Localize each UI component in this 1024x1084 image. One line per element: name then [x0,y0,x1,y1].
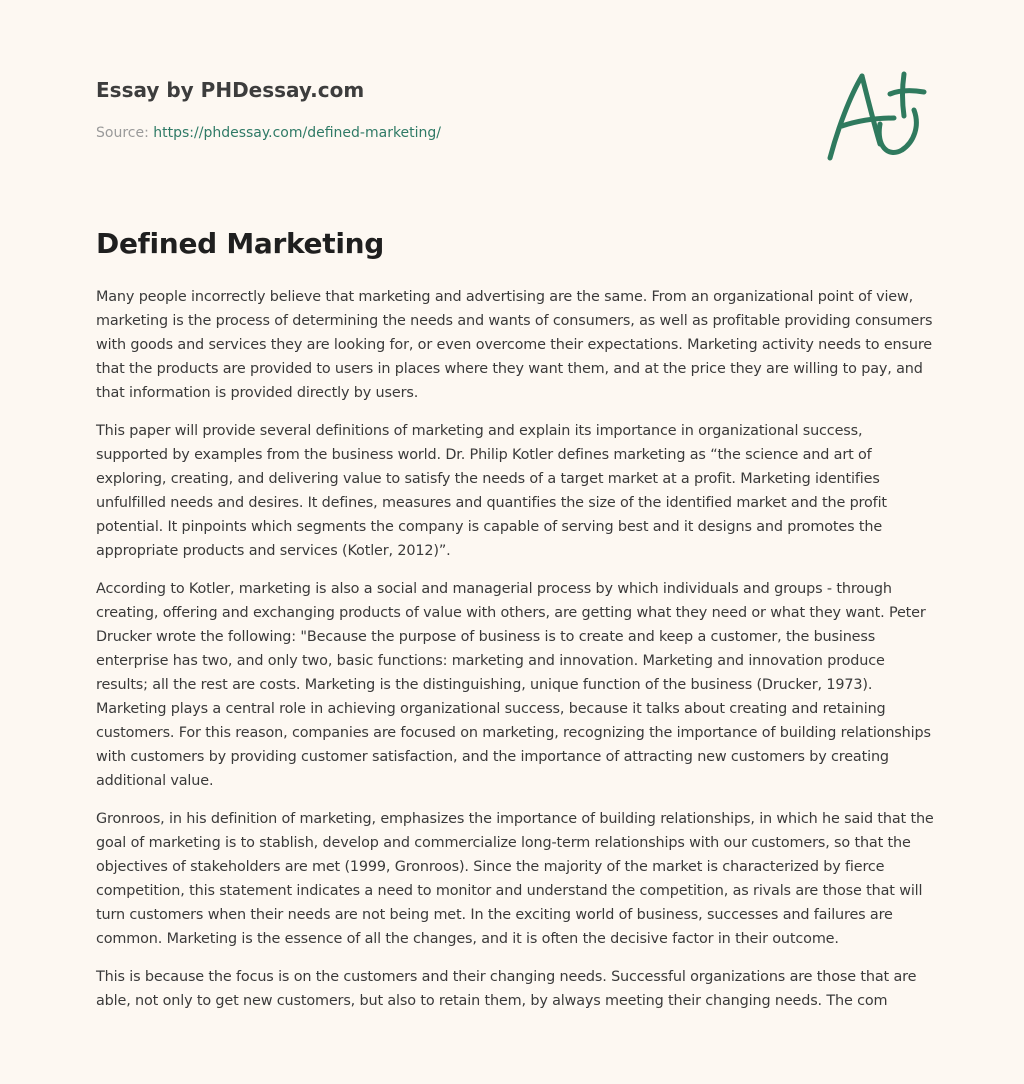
source-link[interactable]: https://phdessay.com/defined-marketing/ [153,125,442,141]
essay-paragraph: This is because the focus is on the customers and their changing needs. Successful organizations are those that are able, not only to get new customers, but also to retain them, by always meeting their changing needs. The com [96,969,917,1009]
source-label: Source: [96,125,149,141]
essay-body [96,285,936,1027]
essay-paragraph: According to Kotler, marketing is also a social and managerial process by which individuals and groups - through creating, offering and exchanging products of value with others, are getting what they need or what they want. Peter Drucker wrote the following: "Because the purpose of business is to create and keep a customer, the business enterprise has two, and only two, basic functions: marketing and innovation. Marketing and innovation produce results; all the rest are costs. Marketing is the distinguishing, unique function of the business (Drucker, 1973). Marketing plays a central role in achieving organizational success, because it talks about creating and retaining customers. For this reason, companies are focused on marketing, recognizing the importance of building relationships with customers by providing customer satisfaction, and the importance of attracting new customers by creating additional value. [96,581,931,789]
page-header [96,76,796,142]
a-plus-grade-icon [822,66,932,166]
site-brand: Essay by PHDessay.com [96,78,365,102]
essay-paragraph: This paper will provide several definitions of marketing and explain its importance in organizational success, supported by examples from the business world. Dr. Philip Kotler defines marketing as “the science and art of exploring, creating, and delivering value to satisfy the needs of a target market at a profit. Marketing identifies unfulfilled needs and desires. It defines, measures and quantifies the size of the identified market and the profit potential. It pinpoints which segments the company is capable of serving best and it designs and promotes the appropriate products and services (Kotler, 2012)”. [96,423,887,559]
essay-title: Defined Marketing [96,227,385,260]
essay-paragraph: Many people incorrectly believe that marketing and advertising are the same. From an organizational point of view, marketing is the process of determining the needs and wants of consumers, as well as profitable providing consumers with goods and services they are looking for, or even overcome their expectations. Marketing activity needs to ensure that the products are provided to users in places where they want them, and at the price they are willing to pay, and that information is provided directly by users. [96,289,933,401]
essay-paragraph: Gronroos, in his definition of marketing, emphasizes the importance of building relationships, in which he said that the goal of marketing is to stablish, develop and commercialize long-term relationships with our customers, so that the objectives of stakeholders are met (1999, Gronroos). Since the majority of the market is characterized by fierce competition, this statement indicates a need to monitor and understand the competition, as rivals are those that will turn customers when their needs are not being met. In the exciting world of business, successes and failures are common. Marketing is the essence of all the changes, and it is often the decisive factor in their outcome. [96,811,934,947]
source-line [96,124,796,142]
